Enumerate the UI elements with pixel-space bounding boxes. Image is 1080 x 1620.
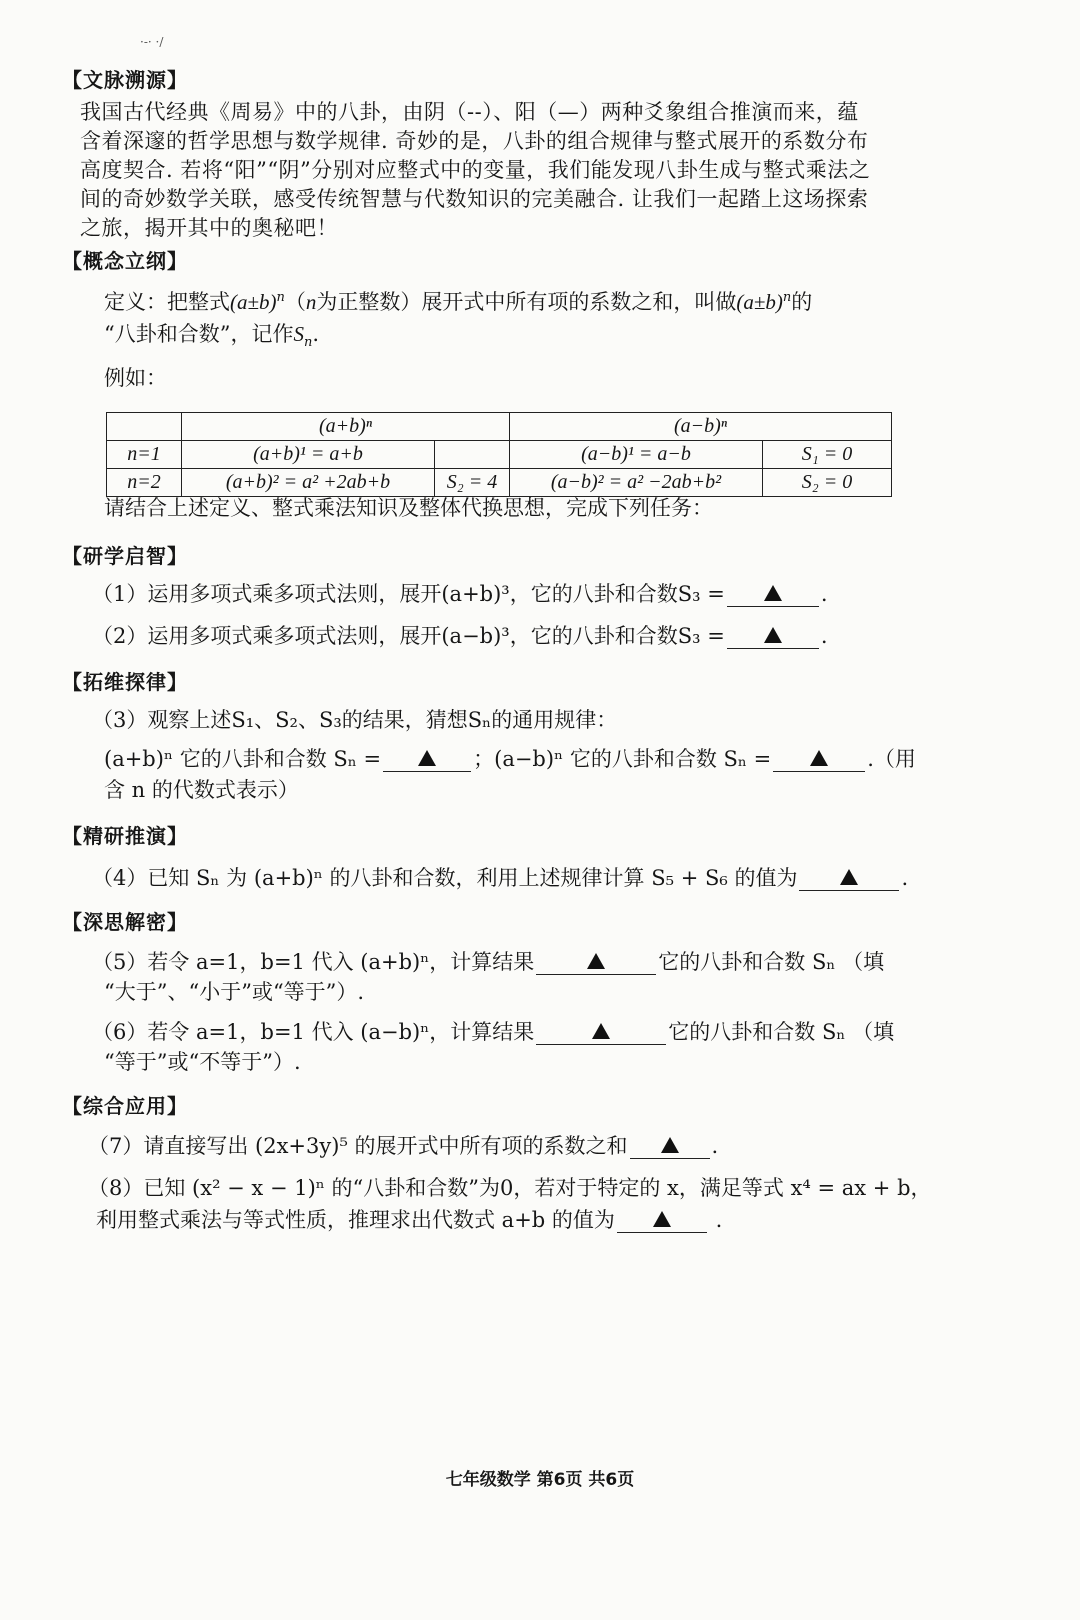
question-3: （3）观察上述S₁、S₂、S₃的结果，猜想Sₙ的通用规律： bbox=[92, 708, 618, 732]
triangle-icon bbox=[840, 869, 858, 885]
example-label: 例如： bbox=[104, 366, 167, 390]
question-8: （8）已知 (x² − x − 1)ⁿ 的“八卦和合数”为0，若对于特定的 x，满足等式 x⁴ = ax + b， bbox=[88, 1176, 932, 1200]
question-5-line-2: “大于”、“小于”或“等于”）. bbox=[104, 980, 365, 1004]
triangle-icon bbox=[764, 627, 782, 643]
question-5: （5）若令 a=1，b=1 代入 (a+b)ⁿ，计算结果 它的八卦和合数 Sₙ （填 bbox=[92, 950, 885, 974]
question-4: （4）已知 Sₙ 为 (a+b)ⁿ 的八卦和合数，利用上述规律计算 S₅ + S₆ 的值为 . bbox=[92, 866, 909, 890]
answer-blank-3a[interactable] bbox=[383, 747, 471, 772]
definition-line-1: 定义：把整式$(a\pm b)^n(n$为正整数）展开式中所有项的系数之和，叫做$(a\pm b)^n$的 bbox=[104, 290, 813, 314]
triangle-icon bbox=[764, 585, 782, 601]
table-row: n=1 (a+b)¹ = a+b (a−b)¹ = a−b S₁ = 0 bbox=[107, 441, 892, 469]
section-title-apply: 【综合应用】 bbox=[62, 1094, 188, 1118]
question-1: （1）运用多项式乘多项式法则，展开(a+b)³，它的八卦和合数S₃ = . bbox=[92, 582, 828, 606]
section-title-research: 【研学启智】 bbox=[62, 544, 188, 568]
question-3-line-2: (a+b)ⁿ 它的八卦和合数 Sₙ = ；(a−b)ⁿ 它的八卦和合数 Sₙ = .（用 bbox=[104, 747, 916, 771]
question-6: （6）若令 a=1，b=1 代入 (a−b)ⁿ，计算结果 它的八卦和合数 Sₙ （填 bbox=[92, 1020, 895, 1044]
answer-blank-5[interactable] bbox=[536, 950, 656, 975]
instruction-text: 请结合上述定义、整式乘法知识及整体代换思想，完成下列任务： bbox=[104, 496, 713, 520]
example-table bbox=[106, 412, 892, 497]
section-title-origin: 【文脉溯源】 bbox=[62, 68, 188, 92]
triangle-icon bbox=[592, 1023, 610, 1039]
definition-line-2: “八卦和合数”，记作$S_n$. bbox=[104, 322, 320, 351]
section-title-deduce: 【精研推演】 bbox=[62, 824, 188, 848]
section-title-concept: 【概念立纲】 bbox=[62, 249, 188, 273]
triangle-icon bbox=[653, 1211, 671, 1227]
answer-blank-2[interactable] bbox=[727, 624, 819, 649]
table-header-minus: (a−b)ⁿ bbox=[510, 413, 892, 441]
triangle-icon bbox=[587, 953, 605, 969]
intro-paragraph: 我国古代经典《周易》中的八卦，由阴（--）、阳（—）两种爻象组合推演而来，蕴含着深邃的哲学思想与数学规律. 奇妙的是，八卦的组合规律与整式展开的系数分布高度契合. 若将“阳”“阴”分别对应整式中的变量，我们能发现八卦生成与整式乘法之间的奇妙数学关联，感受传统智慧与代数知识的完美融合. 让我们一起踏上这场探索之旅，揭开其中的奥秘吧！ bbox=[80, 100, 871, 240]
answer-blank-7[interactable] bbox=[630, 1134, 710, 1159]
question-6-line-2: “等于”或“不等于”）. bbox=[104, 1050, 301, 1074]
question-8-line-2: 利用整式乘法与等式性质，推理求出代数式 a+b 的值为 . bbox=[96, 1208, 723, 1232]
section-title-decode: 【深思解密】 bbox=[62, 910, 188, 934]
triangle-icon bbox=[810, 750, 828, 766]
answer-blank-4[interactable] bbox=[799, 866, 899, 891]
page-footer: 七年级数学 第6页 共6页 bbox=[445, 1470, 635, 1490]
answer-blank-6[interactable] bbox=[536, 1020, 666, 1045]
answer-blank-1[interactable] bbox=[727, 582, 819, 607]
question-7: （7）请直接写出 (2x+3y)⁵ 的展开式中所有项的系数之和 . bbox=[88, 1134, 719, 1158]
answer-blank-3b[interactable] bbox=[773, 747, 865, 772]
triangle-icon bbox=[418, 750, 436, 766]
section-title-explore: 【拓维探律】 bbox=[62, 670, 188, 694]
answer-blank-8[interactable] bbox=[617, 1208, 707, 1233]
triangle-icon bbox=[661, 1137, 679, 1153]
question-2: （2）运用多项式乘多项式法则，展开(a−b)³，它的八卦和合数S₃ = . bbox=[92, 624, 828, 648]
table-header-plus: (a+b)ⁿ bbox=[182, 413, 510, 441]
stray-mark: ·-· ·/ bbox=[140, 35, 164, 49]
table-row: n=2 (a+b)² = a² +2ab+b S₂ = 4 (a−b)² = a² −2ab+b² S₂ = 0 bbox=[107, 469, 892, 497]
question-3-line-3: 含 n 的代数式表示） bbox=[104, 778, 299, 802]
